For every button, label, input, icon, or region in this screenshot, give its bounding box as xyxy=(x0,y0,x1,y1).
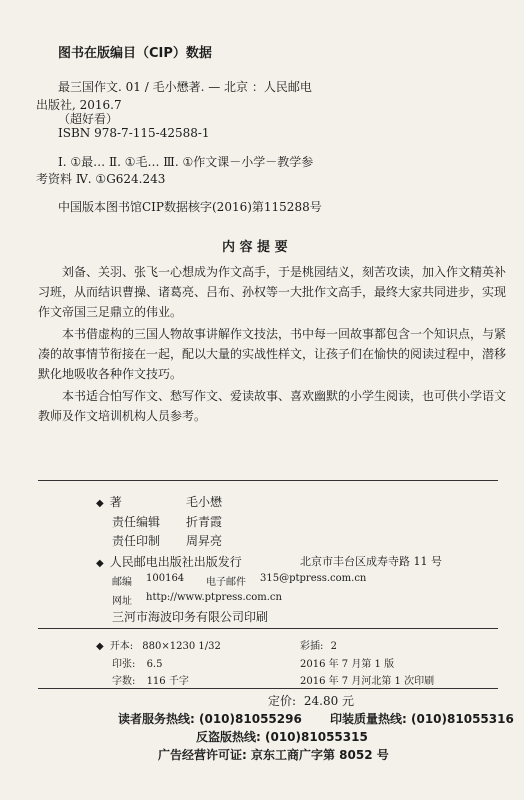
edition: 2016 年 7 月第 1 版 xyxy=(300,659,395,670)
publisher-address: 北京市丰台区成寿寺路 11 号 xyxy=(300,555,442,568)
summary-paragraph-3-text: 本书适合怕写作文、愁写作文、爱读故事、喜欢幽默的小学生阅读，也可供小学语文教师及作文培训机构人员参考。 xyxy=(38,389,507,423)
email-label: 电子邮件 xyxy=(206,577,246,588)
summary-paragraph-3 xyxy=(38,386,506,426)
cip-line-1: 最三国作文. 01 / 毛小懋著. — 北京 ：人民邮电 xyxy=(58,80,312,94)
words-label: 字数: xyxy=(112,676,136,687)
publisher-name: 人民邮电出版社出版发行 xyxy=(109,555,242,569)
price-value: 24.80 元 xyxy=(303,694,355,708)
postcode-label: 邮编 xyxy=(112,577,132,588)
sheets-label: 印张: xyxy=(112,659,136,670)
website-label: 网址 xyxy=(112,596,132,607)
bullet-icon: ◆ xyxy=(96,641,104,652)
summary-paragraph-2 xyxy=(38,324,506,384)
cip-isbn: ISBN 978-7-115-42588-1 xyxy=(58,126,210,140)
service-hotline-row xyxy=(118,710,302,727)
format-value: 880×1230 1/32 xyxy=(142,641,221,652)
price-row xyxy=(268,692,354,709)
anti-piracy-label: 反盗版热线: xyxy=(196,730,261,744)
service-hotline-number: (010)81055296 xyxy=(199,712,302,726)
cip-class-2: 考资料 Ⅳ. ①G624.243 xyxy=(36,172,166,186)
summary-paragraph-2-text: 本书借虚构的三国人物故事讲解作文技法，书中每一回故事都包含一个知识点，与紧凑的故事情节衔接在一起，配以大量的实战性样文，让孩子们在愉快的阅读过程中，潜移默化地吸收各种作文技巧。 xyxy=(38,327,507,381)
anti-piracy-number: (010)81055315 xyxy=(265,730,368,744)
summary-paragraph-1 xyxy=(38,262,506,322)
bullet-icon: ◆ xyxy=(96,498,104,509)
anti-piracy-row xyxy=(196,728,368,745)
postcode: 100164 xyxy=(146,573,185,584)
cip-line-3: （超好看） xyxy=(58,112,119,126)
sheets-value: 6.5 xyxy=(146,659,163,670)
print-manager-name: 周昇亮 xyxy=(186,534,223,548)
print-house: 三河市海波印务有限公司印刷 xyxy=(112,610,269,624)
editor-name: 折青霞 xyxy=(186,515,223,529)
format-label: 开本: xyxy=(109,641,134,652)
cip-line-2: 出版社, 2016.7 xyxy=(36,98,122,112)
cip-record-number: 中国版本图书馆CIP数据核字(2016)第115288号 xyxy=(58,200,322,214)
bullet-icon: ◆ xyxy=(96,558,104,569)
service-hotline-label: 读者服务热线: xyxy=(118,712,195,726)
color-insert-row xyxy=(300,637,337,652)
cip-class-1: Ⅰ. ①最… Ⅱ. ①毛… Ⅲ. ①作文课－小学－教学参 xyxy=(58,155,314,169)
cip-heading: 图书在版编目（CIP）数据 xyxy=(58,46,212,61)
format-row xyxy=(96,637,221,652)
author-name: 毛小懋 xyxy=(186,495,223,509)
ad-license-label: 广告经营许可证: xyxy=(158,748,247,762)
divider-bottom xyxy=(38,688,498,689)
quality-hotline-label: 印装质量热线: xyxy=(330,712,407,726)
quality-hotline-number: (010)81055316 xyxy=(411,712,514,726)
color-insert-value: 2 xyxy=(330,641,337,652)
editor-label: 责任编辑 xyxy=(112,515,161,529)
publisher-row xyxy=(96,553,242,570)
price-label: 定价: xyxy=(268,694,297,708)
printing: 2016 年 7 月河北第 1 次印刷 xyxy=(300,676,435,687)
words-value: 116 千字 xyxy=(146,676,189,687)
email: 315@ptpress.com.cn xyxy=(260,573,367,584)
ad-license-row xyxy=(158,746,389,763)
color-insert-label: 彩插: xyxy=(300,641,324,652)
author-row xyxy=(96,493,122,510)
summary-paragraph-1-text: 刘备、关羽、张飞一心想成为作文高手，于是桃园结义，刻苦攻读，加入作文精英补习班，从而结识曹操、诸葛亮、吕布、孙权等一大批作文高手，最终大家共同进步，实现作文帝国三足鼎立的伟业。 xyxy=(38,265,507,319)
website: http://www.ptpress.com.cn xyxy=(146,592,282,603)
divider-middle xyxy=(38,628,498,629)
words-row xyxy=(112,672,189,687)
print-manager-label: 责任印制 xyxy=(112,534,161,548)
quality-hotline-row xyxy=(330,710,514,727)
ad-license-number: 京东工商广字第 8052 号 xyxy=(251,748,389,762)
summary-title: 内 容 提 要 xyxy=(222,240,288,255)
sheets-row xyxy=(112,655,162,670)
divider-top xyxy=(38,480,498,481)
author-label: 著 xyxy=(109,495,122,509)
